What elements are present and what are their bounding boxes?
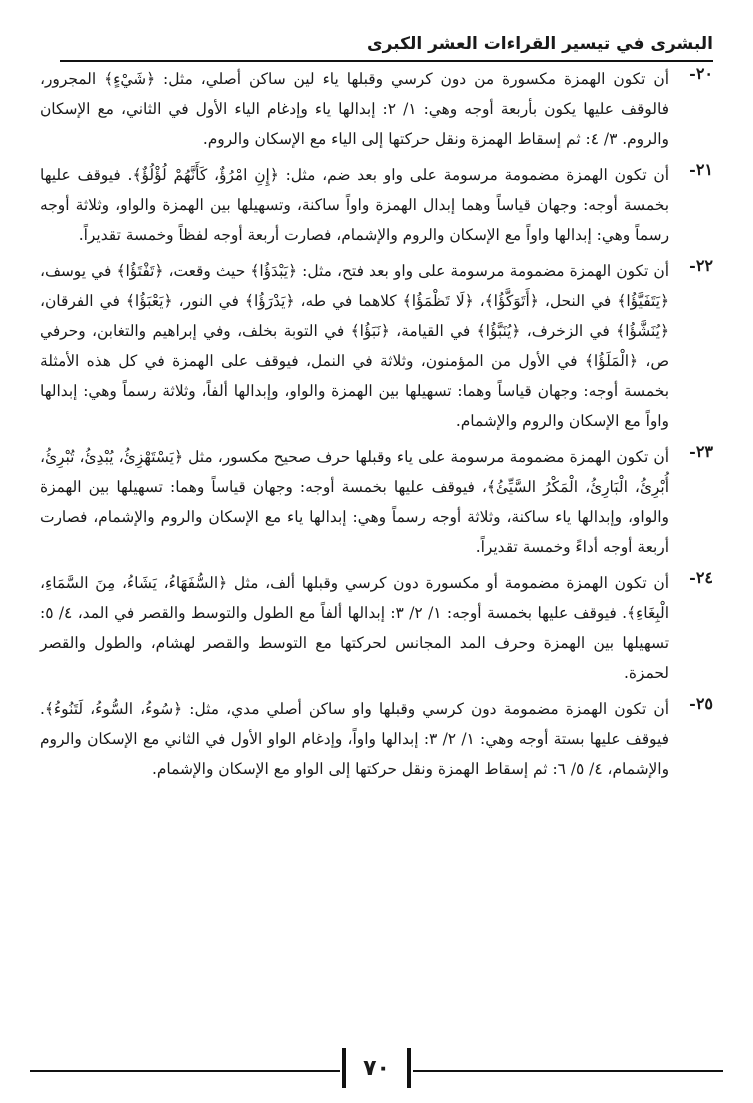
footer-bar-right (407, 1048, 411, 1088)
list-item (40, 694, 713, 784)
item-number: ٢٥- (689, 694, 713, 713)
book-title: البشرى في تيسير القراءات العشر الكبرى (367, 34, 713, 54)
list-item (40, 568, 713, 688)
item-number: ٢٠- (689, 64, 713, 83)
list-item (40, 160, 713, 250)
page-footer (30, 1048, 723, 1088)
item-text: أن تكون الهمزة مضمومة أو مكسورة دون كرسي وقبلها ألف، مثل ﴿السُّفَهَاءُ، يَشَاءُ، مِنَ السَّمَاءِ، الْبِغَاءِ﴾. فيوقف عليها بخمسة أوجه: ١/ ٢/ ٣: إبدالها ألفاً مع الطول والتوسط والقصر في المد، ٤/ ٥: تسهيلها بين الهمزة وحرف المد المجانس لحركتها مع التوسط والقصر لهشام، والطول والقصر لحمزة. (40, 574, 670, 682)
item-text: أن تكون الهمزة مضمومة مرسومة على ياء وقبلها حرف صحيح مكسور، مثل ﴿يَسْتَهْزِئُ، يُبْدِئُ، تُبْرِئُ، أُبْرِئُ، الْبَارِئُ، الْمَكْرُ السَّيِّئُ﴾، فيوقف عليها بخمسة أوجه: وجهان قياساً وهما: تسهيلها بين الهمزة والواو، وإبدالها ياء ساكنة، وثلاثة أوجه رسماً وهي: إبدالها ياء مع الإسكان والروم والإشمام، فصارت أربعة أوجه أداءً وخمسة تقديراً. (40, 448, 669, 556)
list-item (40, 442, 713, 562)
page-header (60, 30, 713, 62)
page-content (40, 64, 713, 790)
item-text: أن تكون الهمزة مضمومة دون كرسي وقبلها واو ساكن أصلي مدي، مثل: ﴿سُوءُ، السُّوءُ، لَتَنُوءُ﴾. فيوقف عليها بستة أوجه وهي: ١/ ٢/ ٣: إبدالها واواً، وإدغام الواو الأول في الثاني مع الإسكان والروم والإشمام، ٤/ ٥/ ٦: ثم إسقاط الهمزة ونقل حركتها إلى الواو مع الإسكان والإشمام. (40, 700, 670, 778)
list-item (40, 256, 713, 436)
header-rule (60, 60, 713, 62)
list-item (40, 64, 713, 154)
item-number: ٢٤- (689, 568, 713, 587)
item-number: ٢١- (689, 160, 713, 179)
item-text: أن تكون الهمزة مكسورة من دون كرسي وقبلها ياء لين ساكن أصلي، مثل: ﴿شَيْءٍ﴾ المجرور، فالوقف عليها يكون بأربعة أوجه وهي: ١/ ٢: إبدالها ياء وإدغام الياء الأول في الثاني، مع الإسكان والروم. ٣/ ٤: ثم إسقاط الهمزة ونقل حركتها إلى الياء مع الإسكان والروم. (40, 70, 669, 148)
page-number: ٧٠ (363, 1056, 390, 1081)
item-number: ٢٢- (689, 256, 713, 275)
item-text: أن تكون الهمزة مضمومة مرسومة على واو بعد فتح، مثل: ﴿يَبْدَؤُا﴾ حيث وقعت، ﴿تَفْتَؤُا﴾ في يوسف، ﴿يَتَفَيَّؤُا﴾ في النحل، ﴿أَتَوَكَّؤُا﴾، ﴿لَا تَظْمَؤُا﴾ كلاهما في طه، ﴿يَدْرَؤُا﴾ في النور، ﴿يَعْبَؤُا﴾ في الفرقان، ﴿يُنَشَّؤُا﴾ في الزخرف، ﴿يُنَبَّؤُا﴾ في القيامة، ﴿نَبَؤُا﴾ في التوبة بخلف، وفي إبراهيم والتغابن، وحرفي ص، ﴿الْمَلَؤُا﴾ في الأول من المؤمنون، وثلاثة في النمل، فيوقف على الهمزة في كل هذه الأمثلة بخمسة أوجه: وجهان قياساً وهما: تسهيلها بين الهمزة والواو، وإبدالها ألفاً، وثلاثة رسماً وهي: إبدالها واواً مع الإسكان والروم والإشمام. (40, 262, 669, 430)
item-number: ٢٣- (689, 442, 713, 461)
item-text: أن تكون الهمزة مضمومة مرسومة على واو بعد ضم، مثل: ﴿إِنِ امْرُؤٌ، كَأَنَّهُمْ لُؤْلُؤٌ﴾. فيوقف عليها بخمسة أوجه: وجهان قياساً وهما إبدال الهمزة واواً ساكنة، وتسهيلها بين الهمزة والواو، وثلاثة أوجه رسماً وهي: إبدالها واواً مع الإسكان والروم والإشمام، فصارت أربعة أوجه لفظاً وخمسة تقديراً. (40, 166, 669, 244)
footer-rule-right (413, 1070, 723, 1072)
